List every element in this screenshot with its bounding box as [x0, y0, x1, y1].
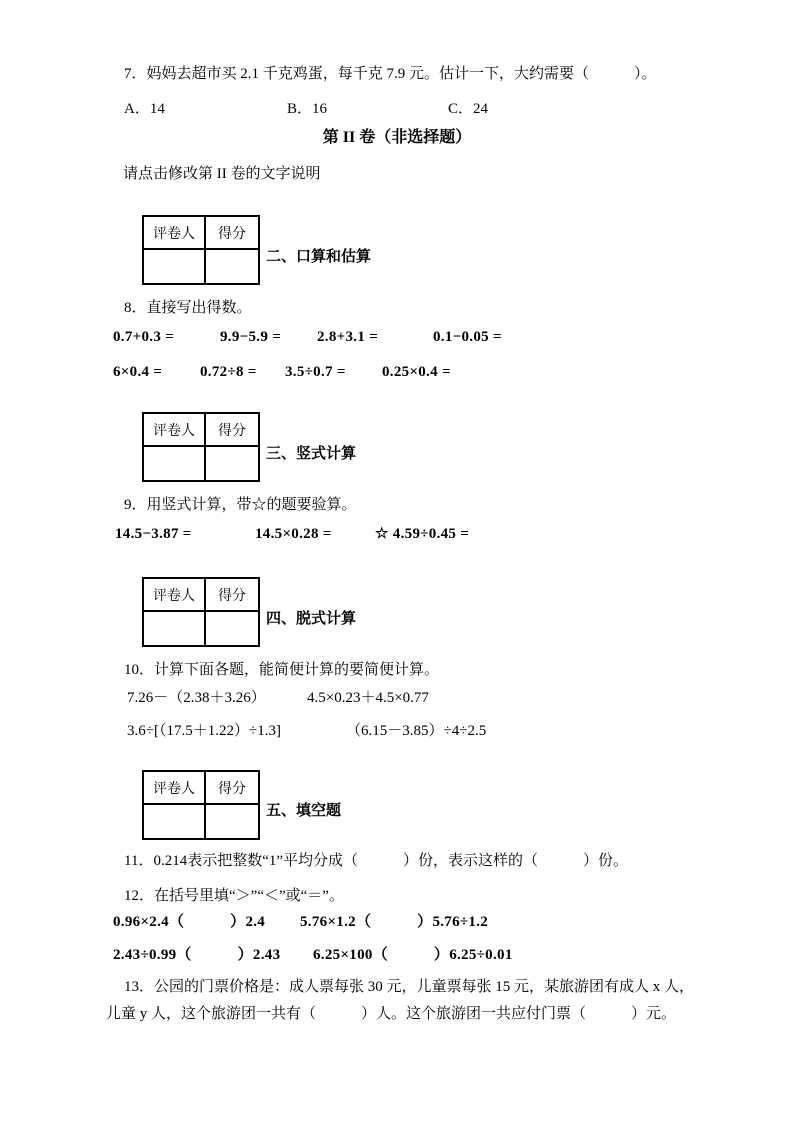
score-blank-cell — [206, 250, 258, 283]
score-table-stepwise — [142, 577, 260, 647]
grader-blank-cell — [144, 447, 206, 480]
q10-expr-3: 3.6÷[（17.5＋1.22）÷1.3] — [127, 723, 281, 739]
q8-expr-3: 2.8+3.1 = — [317, 329, 379, 345]
grader-cell: 评卷人 — [144, 217, 206, 250]
grader-blank-cell — [144, 612, 206, 645]
score-table-fill — [142, 770, 260, 840]
q8-expr-2: 9.9−5.9 = — [220, 329, 282, 345]
score-cell: 得分 — [206, 772, 258, 805]
q8-expr-4: 0.1−0.05 = — [433, 329, 502, 345]
score-table-oral — [142, 215, 260, 285]
question-7-text: 7．妈妈去超市买 2.1 千克鸡蛋，每千克 7.9 元。估计一下，大约需要（ ）。 — [124, 66, 657, 82]
score-table-vertical — [142, 412, 260, 482]
q10-expr-2: 4.5×0.23＋4.5×0.77 — [307, 690, 429, 706]
q12-compare-4: 6.25×100（ ）6.25÷0.01 — [313, 947, 513, 963]
grader-blank-cell — [144, 250, 206, 283]
score-blank-cell — [206, 612, 258, 645]
q8-expr-1: 0.7+0.3 = — [113, 329, 175, 345]
score-cell: 得分 — [206, 414, 258, 447]
question-7-option-c: C．24 — [448, 101, 489, 117]
section-2-title: 二、口算和估算 — [266, 249, 372, 265]
q8-expr-7: 3.5÷0.7 = — [285, 364, 346, 380]
q9-expr-3-starred: ☆ 4.59÷0.45 = — [375, 526, 470, 542]
q9-expr-1: 14.5−3.87 = — [115, 526, 192, 542]
q12-compare-2: 5.76×1.2（ ）5.76÷1.2 — [300, 914, 489, 930]
q8-expr-5: 6×0.4 = — [113, 364, 163, 380]
q10-expr-4: （6.15－3.85）÷4÷2.5 — [346, 723, 487, 739]
question-10-text: 10．计算下面各题，能简便计算的要简便计算。 — [124, 662, 440, 678]
question-13-line-1: 13．公园的门票价格是：成人票每张 30 元，儿童票每张 15 元，某旅游团有成人 x 人， — [124, 979, 695, 995]
q9-expr-2: 14.5×0.28 = — [255, 526, 332, 542]
question-9-text: 9．用竖式计算，带☆的题要验算。 — [124, 497, 357, 513]
q12-compare-3: 2.43÷0.99（ ）2.43 — [113, 947, 281, 963]
part-2-edit-note[interactable]: 请点击修改第 II 卷的文字说明 — [123, 166, 321, 182]
q10-expr-1: 7.26－（2.38＋3.26） — [127, 690, 266, 706]
grader-blank-cell — [144, 805, 206, 838]
section-4-title: 四、脱式计算 — [266, 611, 357, 627]
section-3-title: 三、竖式计算 — [266, 446, 357, 462]
grader-cell: 评卷人 — [144, 414, 206, 447]
q8-expr-8: 0.25×0.4 = — [382, 364, 451, 380]
q12-compare-1: 0.96×2.4（ ）2.4 — [113, 914, 266, 930]
section-5-title: 五、填空题 — [266, 803, 342, 819]
question-7-option-b: B．16 — [287, 101, 328, 117]
question-7-option-a: A．14 — [124, 101, 165, 117]
score-blank-cell — [206, 805, 258, 838]
question-8-text: 8．直接写出得数。 — [124, 300, 252, 316]
grader-cell: 评卷人 — [144, 579, 206, 612]
score-blank-cell — [206, 447, 258, 480]
q8-expr-6: 0.72÷8 = — [200, 364, 257, 380]
part-2-title: 第 II 卷（非选择题） — [322, 129, 472, 146]
question-13-line-2: 儿童 y 人，这个旅游团一共有（ ）人。这个旅游团一共应付门票（ ）元。 — [106, 1006, 677, 1022]
question-11-text: 11．0.214表示把整数“1”平均分成（ ）份，表示这样的（ ）份。 — [124, 853, 629, 869]
score-cell: 得分 — [206, 217, 258, 250]
grader-cell: 评卷人 — [144, 772, 206, 805]
question-12-text: 12．在括号里填“＞”“＜”或“＝”。 — [124, 888, 344, 904]
score-cell: 得分 — [206, 579, 258, 612]
